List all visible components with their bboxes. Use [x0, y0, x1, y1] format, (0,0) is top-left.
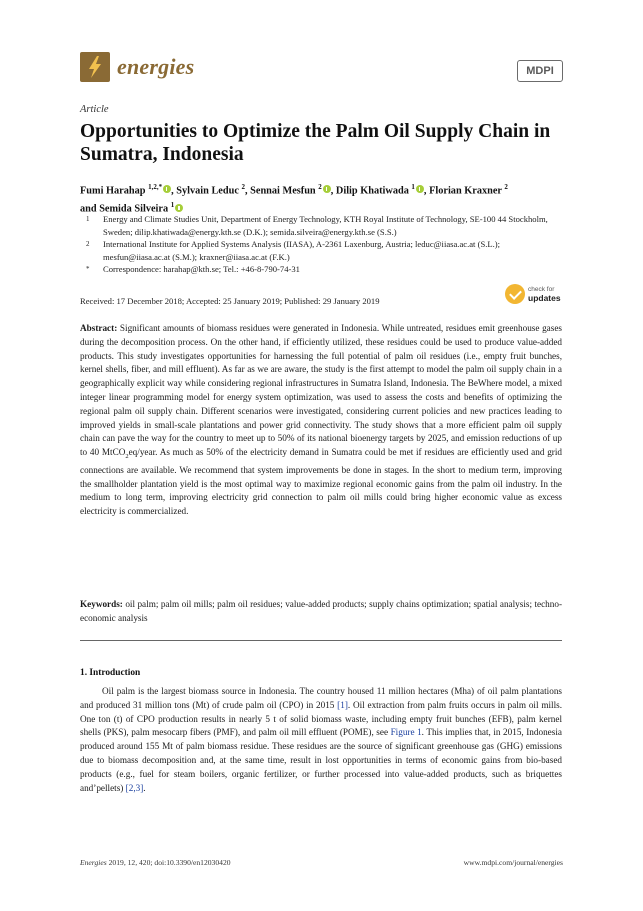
footer-doi: 2019, 12, 420; doi:10.3390/en12030420 — [108, 858, 231, 867]
orcid-icon[interactable] — [163, 185, 171, 193]
publication-dates: Received: 17 December 2018; Accepted: 25 January 2019; Published: 29 January 2019 — [80, 296, 380, 306]
affiliation-number: 2 — [86, 240, 90, 249]
affiliation-number: 1 — [86, 215, 90, 223]
author-name[interactable]: Sylvain Leduc — [176, 185, 239, 197]
abstract-subscript: 2 — [125, 453, 129, 460]
publisher-logo[interactable]: MDPI — [517, 60, 563, 82]
footer-citation — [80, 858, 231, 867]
orcid-icon[interactable] — [416, 185, 424, 193]
paragraph-text: . — [143, 782, 146, 793]
author-name[interactable]: Florian Kraxner — [429, 185, 502, 197]
author-affiliation-marker: 2 — [504, 183, 508, 191]
abstract-text-unit: eq/year. — [128, 447, 158, 458]
author-list: Fumi Harahap $^{1,2,*}$ , Sylvain Leduc $^2$, Sennai Mesfun $^2$ , Dilip Khatiwada $^1$ , Florian Kraxner $^2$ and Semida Silveira $^1$ — [80, 183, 508, 215]
checkmark-icon — [505, 284, 525, 304]
orcid-icon[interactable] — [323, 185, 331, 193]
author-name[interactable]: Semida Silveira — [99, 203, 169, 215]
orcid-icon[interactable] — [175, 204, 183, 212]
journal-logo[interactable] — [80, 52, 194, 82]
author-name[interactable]: Fumi Harahap — [80, 185, 146, 197]
affiliation — [80, 213, 560, 238]
footer-url[interactable]: www.mdpi.com/journal/energies — [463, 858, 563, 867]
author-affiliation-marker: 1 — [170, 201, 175, 210]
affiliation-number: * — [86, 265, 90, 274]
keywords-label: Keywords: — [80, 599, 123, 609]
citation-link[interactable]: [2,3] — [125, 782, 144, 793]
article-title: Opportunities to Optimize the Palm Oil Supply Chain in Sumatra, Indonesia — [80, 121, 551, 165]
paragraph-text: Oil palm is the largest biomass source in Indonesia. The country housed 11 million hectares (Mha) of oil palm plantations and produced 31 million tons (Mt) of crude palm oil (CPO) in 2015 — [80, 686, 562, 710]
affiliation — [80, 238, 560, 263]
footer-journal: Energies — [80, 858, 107, 867]
journal-name: energies — [117, 54, 195, 79]
keywords-text: oil palm; palm oil mills; palm oil residues; value-added products; supply chains optimization; spatial analysis; techno-economic analysis — [80, 599, 563, 623]
citation-link[interactable]: [1] — [337, 699, 348, 710]
abstract-label: Abstract: — [80, 323, 118, 333]
lightning-bolt-icon — [80, 52, 110, 82]
author-name[interactable]: Dilip Khatiwada — [335, 185, 409, 197]
abstract-text-end: As much as 50% of the electricity demand in Sumatra could be met if residues are efficiently used and grid connections are available. We recommend that system improvements be done in stages. In the short to medium term, improving the smallholder plantation yield is the most optimal way to maximize regional economic gains from the palm oil industry. In the medium to long term, improving electricity grid connection to palm oil mills could bring higher economic value as excess electricity is commercialized. — [80, 447, 562, 517]
affiliation-text: Energy and Climate Studies Unit, Department of Energy Technology, KTH Royal Institute of Technology, SE-100 44 Stockholm, Sweden; dilip.khatiwada@energy.kth.se (D.K.); semida.silveira@energy.kth.se (S.S.) — [103, 214, 548, 237]
updates-line2: updates — [528, 293, 561, 303]
figure-link[interactable]: Figure 1 — [390, 727, 422, 738]
abstract-text-start: Significant amounts of biomass residues were generated in Indonesia. While untreated, residues emit greenhouse gases during the decomposition process. On the other hand, if efficiently utilized, these residues could be used to produce value-added products. This study investigates opportunities for harnessing the full potential of palm oil residues (i.e., empty fruit bunches, kernel shells, fiber, and mill effluent). As far as we are aware, the study is the first attempt to model the palm oil supply chain in a geographically explicit way while considering regional infrastructures in Sumatra Island, Indonesia. The BeWhere model, a mixed integer linear programming model for energy system optimization, was used to assess the costs and benefits of optimizing the regional palm oil supply chain. Different scenarios were investigated, considering current policies and new practices leading to improved yields in small-scale plantations and power grid connectivity. The study shows that a more efficient palm oil supply chain can pave the way for the country to meet up to 50% of its national bioenergy targets by 2025, and emission reductions of up to 40 MtCO — [80, 323, 562, 458]
introduction-paragraph — [80, 685, 562, 795]
updates-line1: check for — [528, 286, 555, 293]
author-affiliation-marker: 1,2,* — [148, 183, 163, 191]
paragraph-text: . This implies that, in 2015, Indonesia produced around 155 Mt of palm biomass residue. These residues are the source of significant greenhouse gas (GHG) emissions due to biomass decomposition and, at the same time, result in lost opportunities in terms of economic gains from bio-based products (e.g., fuel for steam boilers, organic fertilizer, or further processed into value-added products, such as briquettes and’pellets) — [80, 727, 562, 793]
affiliation-text: International Institute for Applied Systems Analysis (IIASA), A-2361 Laxenburg, Austria; leduc@iiasa.ac.at (S.L.); mesfun@iiasa.ac.at (S.M.); kraxner@iiasa.ac.at (F.K.) — [103, 239, 501, 262]
author-affiliation-marker: 2 — [318, 183, 322, 191]
author-name[interactable]: Sennai Mesfun — [250, 185, 316, 197]
author-affiliation-marker: 2 — [241, 183, 245, 191]
abstract — [80, 322, 562, 519]
author-conjunction: and — [80, 203, 97, 215]
correspondence-text: Correspondence: harahap@kth.se; Tel.: +46-8-790-74-31 — [103, 264, 300, 275]
article-type: Article — [80, 104, 109, 115]
paragraph-text: . Oil extraction from palm fruits occurs in palm oil mills. One ton (t) of CPO production results in nearly 5 t of solid biomass waste, including empty fruit bunches (EFB), palm kernel shells (PKS), palm mesocarp fibers (PMF), and palm oil mill effluent (POME), see — [80, 699, 562, 738]
section-heading: 1. Introduction — [80, 668, 141, 678]
updates-label — [528, 286, 561, 302]
section-divider — [80, 640, 562, 641]
correspondence — [80, 263, 560, 276]
author-affiliation-marker: 1 — [411, 183, 415, 191]
affiliations — [80, 213, 560, 276]
keywords — [80, 598, 562, 626]
check-for-updates-button[interactable] — [505, 284, 561, 304]
